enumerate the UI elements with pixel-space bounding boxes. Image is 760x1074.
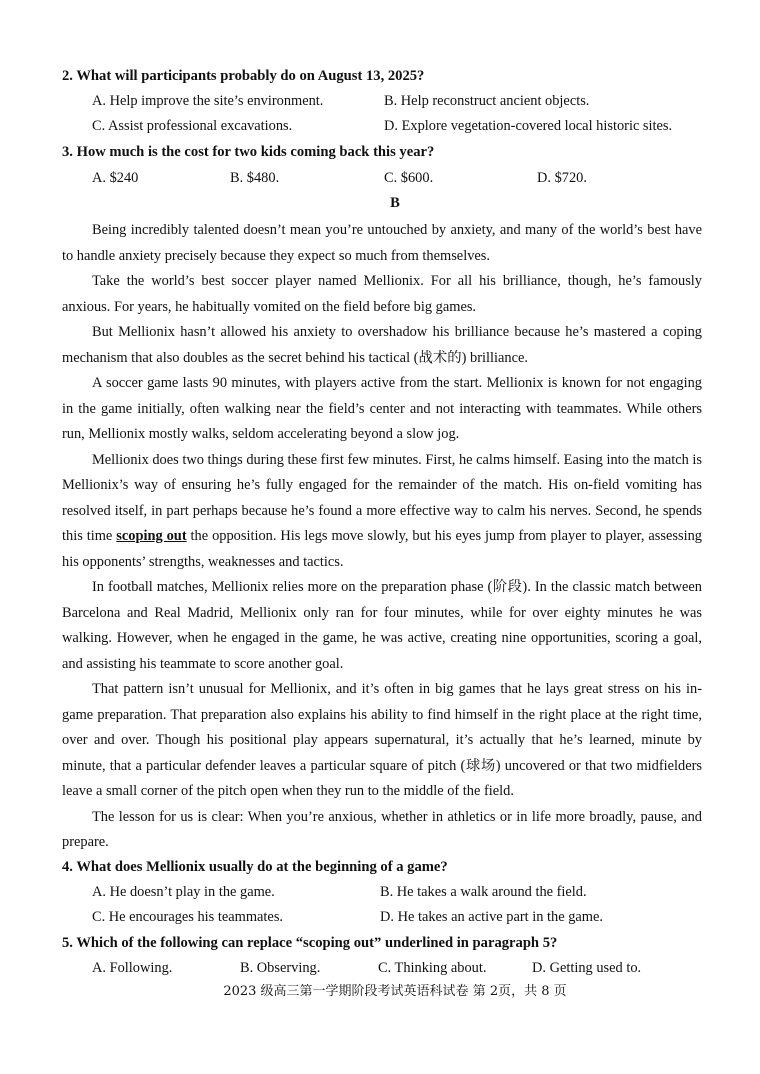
- reading-passage: [62, 218, 702, 856]
- passage-paragraph-2: Take the world’s best soccer player named Mellionix. For all his brilliance, though, he’s famously anxious. For years, he habitually vomited on the field before big games.: [62, 273, 702, 315]
- question-3-option-c: C. $600.: [384, 170, 434, 186]
- page-footer: 2023 级高三第一学期阶段考试英语科试卷 第 2页，共 8 页: [223, 984, 567, 999]
- question-4-option-d: D. He takes an active part in the game.: [380, 909, 603, 925]
- passage-paragraph-5: [62, 448, 702, 576]
- question-5-option-c: C. Thinking about.: [378, 960, 487, 976]
- passage-paragraph-7: That pattern isn’t unusual for Mellionix, and it’s often in big games that he lays great stress on his in-game preparation. That preparation also explains his ability to find himself in the right place at the right time, over and over. Though his positional play appears supernatural, it’s actually that he’s learned, minute by minute, that a particular defender leaves a particular square of pitch (球场) uncovered or that two midfielders leave a small corner of the pitch open when they run to the middle of the field.: [62, 681, 702, 799]
- question-5-option-b: B. Observing.: [240, 960, 321, 976]
- question-4-option-c: C. He encourages his teammates.: [92, 909, 284, 925]
- underlined-phrase: scoping out: [116, 528, 187, 544]
- paragraph-5-text-after: the opposition. His legs move slowly, but his eyes jump from player to player, assessing his opponents’ strengths, weaknesses and tactics.: [62, 528, 702, 570]
- passage-paragraph-8: The lesson for us is clear: When you’re anxious, whether in athletics or in life more broadly, pause, and prepare.: [62, 808, 702, 850]
- question-4-option-b: B. He takes a walk around the field.: [380, 884, 587, 900]
- section-letter: B: [390, 195, 400, 211]
- question-4-option-a: A. He doesn’t play in the game.: [92, 884, 275, 900]
- question-2-option-d: D. Explore vegetation-covered local historic sites.: [384, 118, 673, 134]
- paragraph-5-text-before: Mellionix does two things during these first few minutes. First, he calms himself. Easing into the match is Mellionix’s way of ensuring he’s fully engaged for the remainder of the match. His on-field vomiting has resolved itself, in part perhaps because he’s found a more effective way to calm his nerves. Second, he spends this time: [62, 451, 702, 544]
- question-5-option-a: A. Following.: [92, 960, 173, 976]
- question-5-stem: 5. Which of the following can replace “scoping out” underlined in paragraph 5?: [62, 935, 558, 951]
- question-5-option-d: D. Getting used to.: [532, 960, 642, 976]
- passage-paragraph-6: In football matches, Mellionix relies more on the preparation phase (阶段). In the classic match between Barcelona and Real Madrid, Mellionix only ran for four minutes, while for over eighty minutes he was walking. However, when he engaged in the game, he was active, creating nine opportunities, scoring a goal, and assisting his teammate to score another goal.: [62, 579, 702, 672]
- question-2-option-b: B. Help reconstruct ancient objects.: [384, 93, 590, 109]
- question-3-stem: 3. How much is the cost for two kids coming back this year?: [62, 144, 435, 160]
- question-3-option-a: A. $240: [92, 170, 139, 186]
- question-4-stem: 4. What does Mellionix usually do at the beginning of a game?: [62, 859, 448, 875]
- passage-paragraph-1: Being incredibly talented doesn’t mean you’re untouched by anxiety, and many of the world’s best have to handle anxiety precisely because they expect so much from themselves.: [62, 222, 702, 264]
- question-2-stem: 2. What will participants probably do on August 13, 2025?: [62, 68, 425, 84]
- passage-paragraph-3: But Mellionix hasn’t allowed his anxiety to overshadow his brilliance because he’s mastered a coping mechanism that also doubles as the secret behind his tactical (战术的) brilliance.: [62, 324, 702, 366]
- question-3-option-d: D. $720.: [537, 170, 587, 186]
- question-3-option-b: B. $480.: [230, 170, 280, 186]
- question-2-option-c: C. Assist professional excavations.: [92, 118, 293, 134]
- question-2-option-a: A. Help improve the site’s environment.: [92, 93, 324, 109]
- passage-paragraph-4: A soccer game lasts 90 minutes, with players active from the start. Mellionix is known for not engaging in the game initially, often walking near the field’s center and not interacting with teammates. While others run, Mellionix mostly walks, seldom accelerating beyond a slow jog.: [62, 375, 702, 442]
